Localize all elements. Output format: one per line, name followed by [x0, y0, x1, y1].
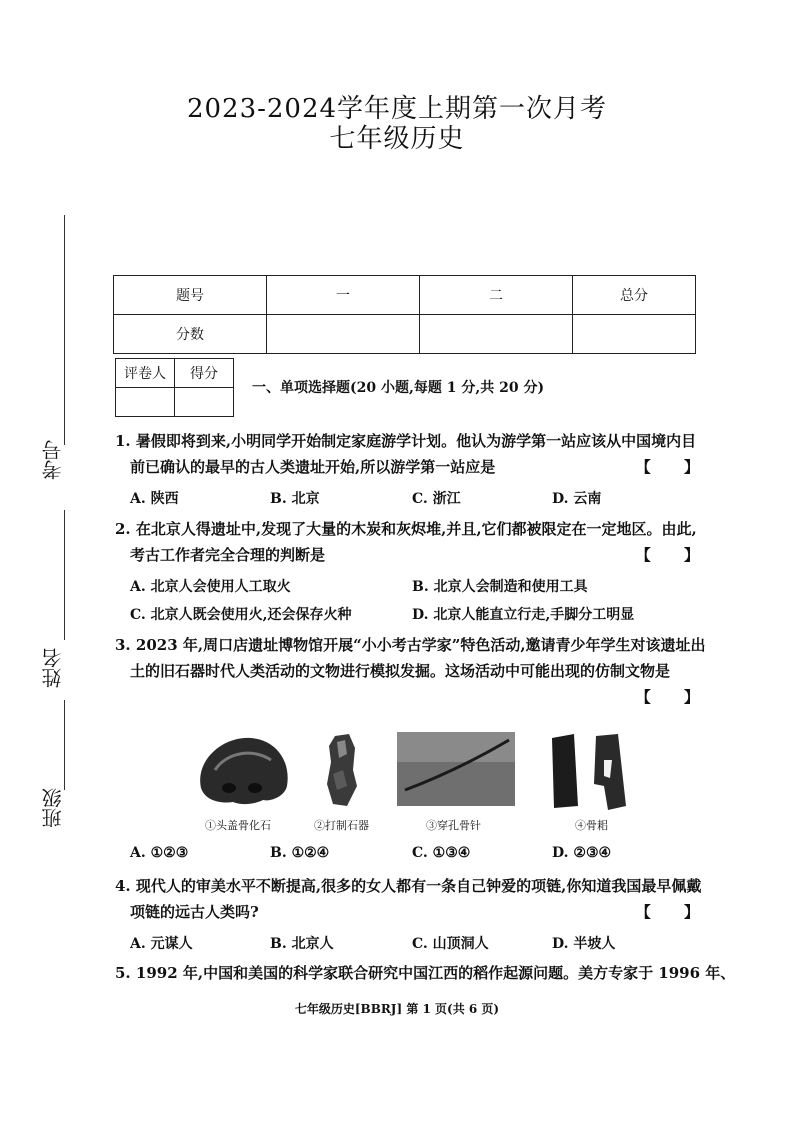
exam-subtitle: 七年级历史: [329, 124, 465, 154]
skull-fossil-image: [193, 730, 293, 810]
score-header-cell: 一: [267, 276, 420, 315]
question-4: [115, 873, 713, 925]
grader-label: 评卷人: [116, 359, 175, 388]
question-1-options: [130, 488, 700, 512]
question-text: 考古工作者完全合理的判断是: [130, 546, 326, 564]
exam-title: 2023-2024学年度上期第一次月考: [186, 94, 608, 124]
exam-no-label: 考号: [41, 440, 65, 480]
score-table: [113, 275, 696, 354]
score-header-cell: 总分: [573, 276, 696, 315]
option-d[interactable]: D. 北京人能直立行走,手脚分工明显: [412, 607, 635, 623]
question-2: [115, 516, 713, 568]
bone-needle-image: [397, 730, 515, 808]
option-c[interactable]: C. 浙江: [412, 491, 461, 507]
question-5: [115, 960, 736, 986]
image-caption: ④骨耜: [575, 819, 608, 832]
score-row-label: 分数: [114, 315, 267, 354]
score-cell[interactable]: [420, 315, 573, 354]
option-b[interactable]: B. 北京: [270, 491, 320, 507]
name-line: [64, 510, 65, 640]
bone-spade-image: [548, 730, 628, 812]
score-header-cell: 题号: [114, 276, 267, 315]
question-text: 5. 1992 年,中国和美国的科学家联合研究中国江西的稻作起源问题。美方专家于 1996 年、: [115, 964, 736, 982]
answer-bracket[interactable]: 【 】: [635, 546, 713, 564]
option-d[interactable]: D. ②③④: [552, 845, 612, 861]
score-cell[interactable]: [267, 315, 420, 354]
answer-bracket[interactable]: 【 】: [635, 688, 713, 706]
question-1: [115, 428, 713, 480]
option-a[interactable]: A. 陕西: [130, 491, 179, 507]
class-label: 班级: [41, 788, 65, 828]
grader-cell[interactable]: [116, 388, 175, 417]
question-text: 4. 现代人的审美水平不断提高,很多的女人都有一条自己钟爱的项链,你知道我国最早佩戴: [115, 877, 702, 895]
class-line: [64, 700, 65, 790]
question-text: 1. 暑假即将到来,小明同学开始制定家庭游学计划。他认为游学第一站应该从中国境内目: [115, 432, 697, 450]
question-2-options-row1: [130, 576, 700, 600]
option-b[interactable]: B. 北京人: [270, 936, 334, 952]
answer-bracket[interactable]: 【 】: [635, 903, 713, 921]
question-4-options: [130, 933, 700, 957]
image-caption: ①头盖骨化石: [205, 819, 271, 832]
exam-no-line: [64, 215, 65, 445]
grader-score-label: 得分: [175, 359, 234, 388]
score-cell[interactable]: [573, 315, 696, 354]
option-a[interactable]: A. ①②③: [130, 845, 189, 861]
answer-bracket[interactable]: 【 】: [635, 458, 713, 476]
option-a[interactable]: A. 北京人会使用人工取火: [130, 579, 291, 595]
stone-tool-image: [323, 730, 361, 810]
question-text: 2. 在北京人得遗址中,发现了大量的木炭和灰烬堆,并且,它们都被限定在一定地区。由此,: [115, 520, 697, 538]
option-c[interactable]: C. ①③④: [412, 845, 471, 861]
section-title: 一、单项选择题(20 小题,每题 1 分,共 20 分): [252, 380, 545, 396]
question-2-options-row2: [130, 604, 700, 628]
question-3-options: [130, 845, 700, 869]
option-a[interactable]: A. 元谋人: [130, 936, 193, 952]
option-b[interactable]: B. 北京人会制造和使用工具: [412, 579, 588, 595]
name-label: 姓名: [41, 648, 65, 688]
image-caption: ②打制石器: [314, 819, 369, 832]
option-c[interactable]: C. 北京人既会使用火,还会保存火种: [130, 607, 352, 623]
question-text: 3. 2023 年,周口店遗址博物馆开展“小小考古学家”特色活动,邀请青少年学生对该遗址出: [115, 636, 706, 654]
question-text: 前已确认的最早的古人类遗址开始,所以游学第一站应是: [130, 458, 496, 476]
option-c[interactable]: C. 山顶洞人: [412, 936, 489, 952]
question-text: 项链的远古人类吗?: [130, 903, 259, 921]
image-caption: ③穿孔骨针: [426, 819, 481, 832]
option-b[interactable]: B. ①②④: [270, 845, 330, 861]
page-footer: 七年级历史[BBRJ] 第 1 页(共 6 页): [294, 1002, 500, 1016]
option-d[interactable]: D. 云南: [552, 491, 602, 507]
score-header-cell: 二: [420, 276, 573, 315]
grader-table: [115, 358, 234, 417]
option-d[interactable]: D. 半坡人: [552, 936, 616, 952]
question-3: [115, 632, 713, 710]
grader-score-cell[interactable]: [175, 388, 234, 417]
question-text: 土的旧石器时代人类活动的文物进行模拟发掘。这场活动中可能出现的仿制文物是: [130, 662, 671, 680]
